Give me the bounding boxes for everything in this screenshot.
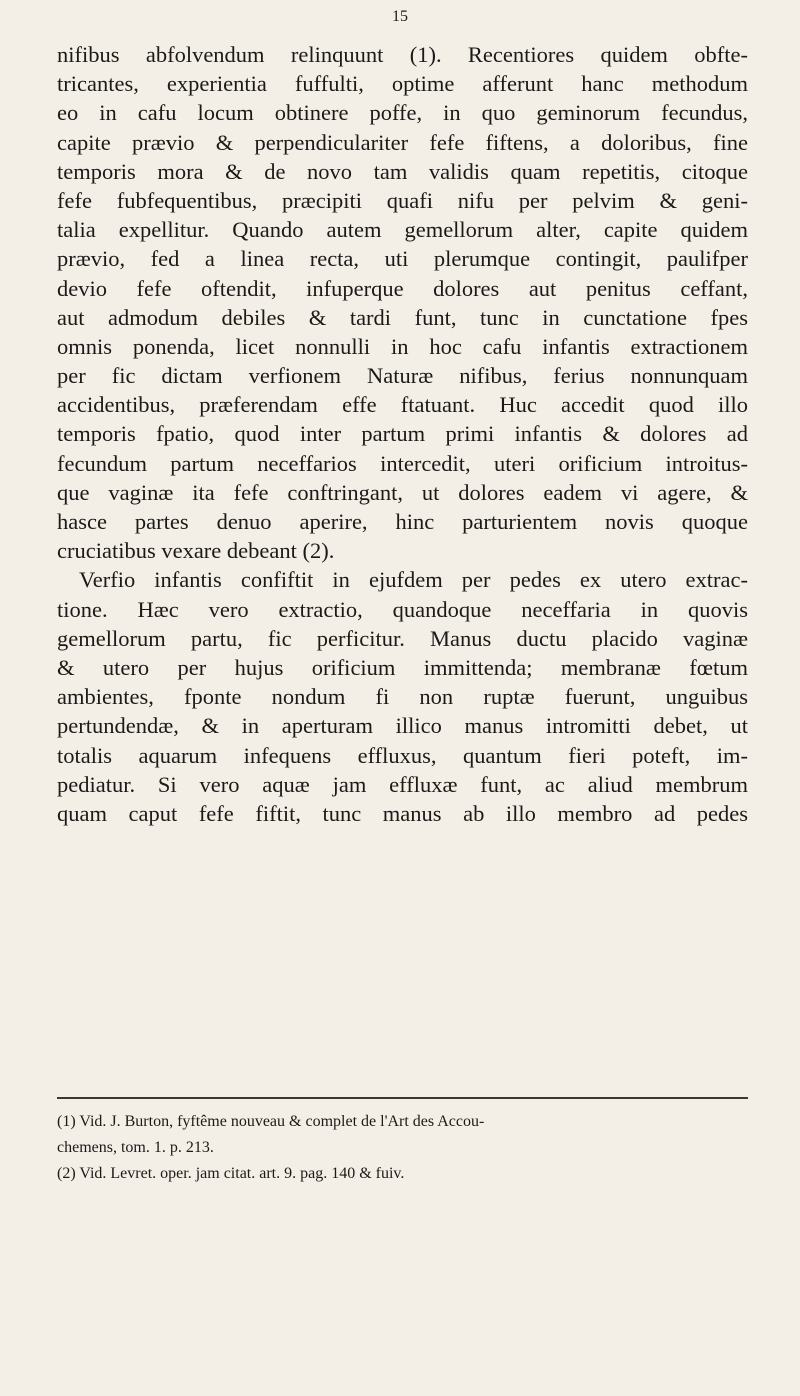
text-line: hasce partes denuo aperire, hinc parturientem novis quoque xyxy=(57,509,748,534)
footnote-1-continued: chemens, tom. 1. p. 213. xyxy=(57,1139,214,1156)
text-line: fefe fubfequentibus, præcipiti quafi nifu per pelvim & geni- xyxy=(57,187,748,213)
footnote-divider xyxy=(57,1097,748,1099)
page-number: 15 xyxy=(392,8,408,25)
text-line: nifibus abfolvendum relinquunt (1). Recentiores quidem obfte- xyxy=(57,42,748,67)
text-line: devio fefe oftendit, infuperque dolores aut penitus ceffant, xyxy=(57,275,748,301)
text-line: que vaginæ ita fefe conftringant, ut dolores eadem vi agere, & xyxy=(57,479,748,505)
text-line: omnis ponenda, licet nonnulli in hoc cafu infantis extractionem xyxy=(57,333,748,359)
footnote-1: (1) Vid. J. Burton, fyftême nouveau & complet de l'Art des Accou- xyxy=(57,1113,485,1130)
text-line: accidentibus, præferendam effe ftatuant. Huc accedit quod illo xyxy=(57,392,748,418)
text-line: ambientes, fponte nondum fi non ruptæ fuerunt, unguibus xyxy=(57,684,748,710)
text-line: tione. Hæc vero extractio, quandoque neceffaria in quovis xyxy=(57,596,748,622)
text-line: temporis mora & de novo tam validis quam repetitis, citoque xyxy=(57,158,748,184)
text-line: & utero per hujus orificium immittenda; membranæ fœtum xyxy=(57,654,748,680)
text-line: prævio, fed a linea recta, uti plerumque contingit, paulifper xyxy=(57,246,748,272)
text-line: pediatur. Si vero aquæ jam effluxæ funt, ac aliud membrum xyxy=(57,771,748,797)
text-line: tricantes, experientia fuffulti, optime afferunt hanc methodum xyxy=(57,71,748,97)
text-line: quam caput fefe fiftit, tunc manus ab illo membro ad pedes xyxy=(57,800,748,826)
text-line: talia expellitur. Quando autem gemellorum alter, capite quidem xyxy=(57,217,748,243)
footnote-2: (2) Vid. Levret. oper. jam citat. art. 9. pag. 140 & fuiv. xyxy=(57,1165,405,1182)
body-text xyxy=(57,40,748,828)
text-line: totalis aquarum infequens effluxus, quantum fieri poteft, im- xyxy=(57,742,748,768)
text-line: gemellorum partu, fic perficitur. Manus ductu placido vaginæ xyxy=(57,625,748,651)
text-line: capite prævio & perpendiculariter fefe fiftens, a doloribus, fine xyxy=(57,129,748,155)
text-line: pertundendæ, & in aperturam illico manus intromitti debet, ut xyxy=(57,713,748,739)
text-line: temporis fpatio, quod inter partum primi infantis & dolores ad xyxy=(57,421,748,447)
paragraph-end-line: cruciatibus vexare debeant (2). xyxy=(57,538,335,564)
footnotes xyxy=(57,1109,748,1187)
text-line: aut admodum debiles & tardi funt, tunc in cunctatione fpes xyxy=(57,304,748,330)
text-line: eo in cafu locum obtinere poffe, in quo geminorum fecundus, xyxy=(57,100,748,126)
text-line: fecundum partum neceffarios intercedit, uteri orificium introitus- xyxy=(57,450,748,476)
text-line: per fic dictam verfionem Naturæ nifibus, ferius nonnunquam xyxy=(57,363,748,389)
paragraph-start-line: Verfio infantis confiftit in ejufdem per pedes ex utero extrac- xyxy=(79,567,748,593)
